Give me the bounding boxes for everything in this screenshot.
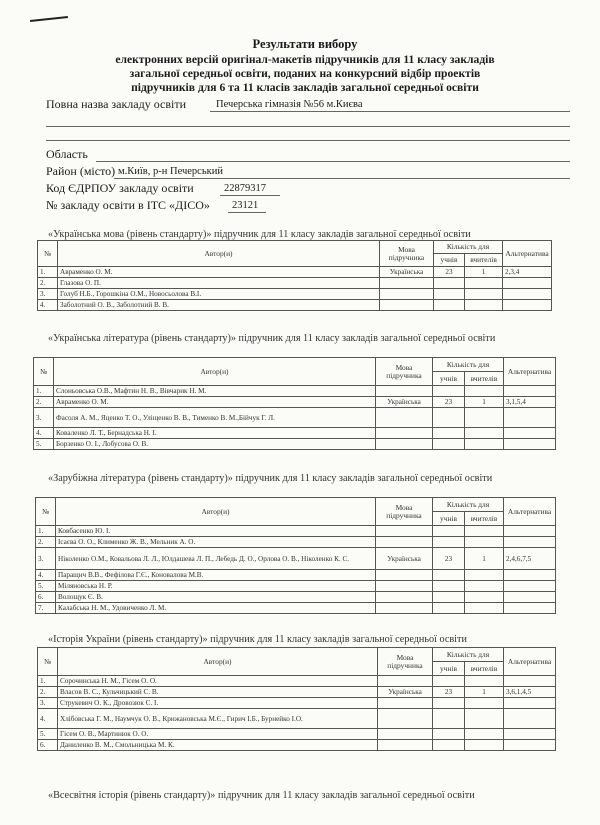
row-authors: Міляновська Н. Р. <box>56 581 376 592</box>
its-underline <box>228 212 266 213</box>
section-title: «Всесвітня історія (рівень стандарту)» підручник для 11 класу закладів загальної середньої освіти <box>48 790 475 801</box>
table-row <box>36 526 556 537</box>
row-teachers: 1 <box>465 397 504 408</box>
row-students: 23 <box>433 397 465 408</box>
table-row <box>34 386 556 397</box>
section-title: «Українська мова (рівень стандарту)» підручник для 11 класу закладів загальної середньої освіти <box>48 229 471 240</box>
row-number: 6. <box>36 592 56 603</box>
col-quantity: Кількість для <box>433 498 504 512</box>
col-num: № <box>36 498 56 526</box>
row-teachers: 1 <box>465 687 504 698</box>
doc-title-line: підручників для 6 та 11 класів закладів загальної середньої освіти <box>131 81 479 94</box>
school-name-underline <box>210 111 570 112</box>
row-number: 7. <box>36 603 56 614</box>
col-alternative: Альтернатива <box>504 358 556 386</box>
row-alternative: 3,1,5,4 <box>504 397 556 408</box>
row-authors: Ковбасенко Ю. І. <box>56 526 376 537</box>
district-underline <box>114 178 570 179</box>
edrpou-value: 22879317 <box>224 183 266 194</box>
row-authors: Глазова О. П. <box>58 278 380 289</box>
table-row <box>36 548 556 570</box>
doc-title-line: загальної середньої освіти, поданих на конкурсний відбір проектів <box>129 67 481 80</box>
row-authors: Коваленко Л. Т., Бернадська Н. І. <box>54 428 376 439</box>
row-number: 3. <box>34 408 54 428</box>
row-authors: Даниленко В. М., Смольницька М. К. <box>58 740 378 751</box>
row-authors: Борзенко О. І., Лобусова О. В. <box>54 439 376 450</box>
doc-title: Результати вибору <box>252 37 358 51</box>
row-number: 2. <box>38 687 58 698</box>
its-label: № закладу освіти в ІТС «ДІСО» <box>46 198 210 212</box>
row-authors: Паращич В.В., Фефілова Г.Є., Коновалова М.В. <box>56 570 376 581</box>
row-authors: Ісаєва О. О., Клименко Ж. В., Мельник А. О. <box>56 537 376 548</box>
section-title: «Зарубіжна література (рівень стандарту)» підручник для 11 класу закладів загальної середньої освіти <box>48 473 493 484</box>
blank-line <box>46 140 570 141</box>
row-authors: Струкевич О. К., Дровозюк С. І. <box>58 698 378 709</box>
table-row <box>36 581 556 592</box>
row-language: Українська <box>380 267 434 278</box>
row-authors: Заболотний О. В., Заболотний В. В. <box>58 300 380 311</box>
section-title: «Історія України (рівень стандарту)» підручник для 11 класу закладів загальної середньої освіти <box>48 634 467 645</box>
table-row <box>34 439 556 450</box>
row-number: 2. <box>34 397 54 408</box>
row-number: 6. <box>38 740 58 751</box>
row-number: 5. <box>36 581 56 592</box>
table-row <box>38 729 556 740</box>
edrpou-underline <box>220 195 280 196</box>
table-row <box>38 267 552 278</box>
row-authors: Голуб Н.Б., Горошкіна О.М., Новосьолова В.І. <box>58 289 380 300</box>
table-row <box>38 676 556 687</box>
table-row <box>38 740 556 751</box>
col-language: Мова підручника <box>376 358 433 386</box>
col-quantity: Кількість для <box>433 648 504 662</box>
row-students: 23 <box>433 548 465 570</box>
row-number: 4. <box>34 428 54 439</box>
row-alternative: 2,4,6,7,5 <box>504 548 556 570</box>
school-name-label: Повна назва закладу освіти <box>46 97 187 111</box>
oblast-underline <box>96 161 570 162</box>
row-authors: Калабська Н. М., Удовиченко Л. М. <box>56 603 376 614</box>
col-students: учнів <box>434 254 465 267</box>
table-row <box>38 698 556 709</box>
school-name-value: Печерська гімназія №56 м.Києва <box>216 99 363 110</box>
doc-title-line: електронних версій оригінал-макетів підручників для 11 класу закладів <box>115 53 495 66</box>
row-alternative: 2,3,4 <box>503 267 552 278</box>
row-number: 1. <box>36 526 56 537</box>
edrpou-label: Код ЄДРПОУ закладу освіти <box>46 181 194 195</box>
textbook-table <box>35 497 556 614</box>
table-row <box>36 592 556 603</box>
table-row <box>36 537 556 548</box>
table-row <box>38 278 552 289</box>
row-number: 4. <box>38 300 58 311</box>
col-num: № <box>34 358 54 386</box>
col-teachers: вчителів <box>465 372 504 386</box>
row-alternative: 3,6,1,4,5 <box>504 687 556 698</box>
row-number: 3. <box>38 289 58 300</box>
col-authors: Автор(и) <box>56 498 376 526</box>
row-number: 1. <box>34 386 54 397</box>
district-value: м.Київ, р-н Печерський <box>118 166 223 177</box>
col-num: № <box>38 648 58 676</box>
col-teachers: вчителів <box>465 512 504 526</box>
table-row <box>38 300 552 311</box>
row-students: 23 <box>434 267 465 278</box>
row-number: 5. <box>38 729 58 740</box>
table-row <box>38 709 556 729</box>
row-teachers: 1 <box>465 267 503 278</box>
row-teachers: 1 <box>465 548 504 570</box>
textbook-table <box>37 240 552 311</box>
row-authors: Фасоля А. М., Яценко Т. О., Уліщенко В. В., Тименко В. М.,Бійчук Г. Л. <box>54 408 376 428</box>
row-number: 3. <box>36 548 56 570</box>
row-authors: Ніколенко О.М., Ковальова Л. Л., Юлдашева Л. П., Лебедь Д. О., Орлова О. В., Ніколенко К. С. <box>56 548 376 570</box>
row-authors: Хлібовська Г. М., Наумчук О. В., Крижановська М.Є., Гирич І.Б., Бурнейко І.О. <box>58 709 378 729</box>
row-authors: Власов В. С., Кульчицький С. В. <box>58 687 378 698</box>
col-language: Мова підручника <box>378 648 433 676</box>
row-number: 4. <box>36 570 56 581</box>
col-authors: Автор(и) <box>54 358 376 386</box>
col-authors: Автор(и) <box>58 648 378 676</box>
district-label: Район (місто) <box>46 164 116 178</box>
row-language: Українська <box>378 687 433 698</box>
row-authors: Авраменко О. М. <box>54 397 376 408</box>
table-row <box>36 570 556 581</box>
pen-mark <box>30 16 68 22</box>
oblast-label: Область <box>46 147 88 161</box>
col-language: Мова підручника <box>376 498 433 526</box>
col-alternative: Альтернатива <box>504 648 556 676</box>
section-title: «Українська література (рівень стандарту)» підручник для 11 класу закладів загальної середньої освіти <box>48 333 496 344</box>
row-authors: Гісем О. В., Мартинюк О. О. <box>58 729 378 740</box>
row-number: 1. <box>38 267 58 278</box>
table-row <box>38 289 552 300</box>
row-number: 4. <box>38 709 58 729</box>
table-row <box>38 687 556 698</box>
row-authors: Волощук Є. В. <box>56 592 376 603</box>
row-language: Українська <box>376 397 433 408</box>
col-students: учнів <box>433 372 465 386</box>
row-number: 1. <box>38 676 58 687</box>
table-row <box>34 428 556 439</box>
col-language: Мова підручника <box>380 241 434 267</box>
col-students: учнів <box>433 662 465 676</box>
col-alternative: Альтернатива <box>503 241 552 267</box>
blank-line <box>46 126 570 127</box>
row-students: 23 <box>433 687 465 698</box>
row-language: Українська <box>376 548 433 570</box>
table-row <box>34 397 556 408</box>
row-number: 5. <box>34 439 54 450</box>
col-students: учнів <box>433 512 465 526</box>
col-alternative: Альтернатива <box>504 498 556 526</box>
row-number: 2. <box>38 278 58 289</box>
row-number: 2. <box>36 537 56 548</box>
col-quantity: Кількість для <box>433 358 504 372</box>
col-teachers: вчителів <box>465 254 503 267</box>
its-value: 23121 <box>232 200 259 211</box>
row-number: 3. <box>38 698 58 709</box>
textbook-table <box>37 647 556 751</box>
table-row <box>36 603 556 614</box>
col-teachers: вчителів <box>465 662 504 676</box>
col-authors: Автор(и) <box>58 241 380 267</box>
col-quantity: Кількість для <box>434 241 503 254</box>
table-row <box>34 408 556 428</box>
col-num: № <box>38 241 58 267</box>
row-authors: Авраменко О. М. <box>58 267 380 278</box>
row-authors: Сорочинська Н. М., Гісем О. О. <box>58 676 378 687</box>
row-authors: Слоньовська О.В., Мафтин Н. В., Вівчарик Н. М. <box>54 386 376 397</box>
textbook-table <box>33 357 556 450</box>
